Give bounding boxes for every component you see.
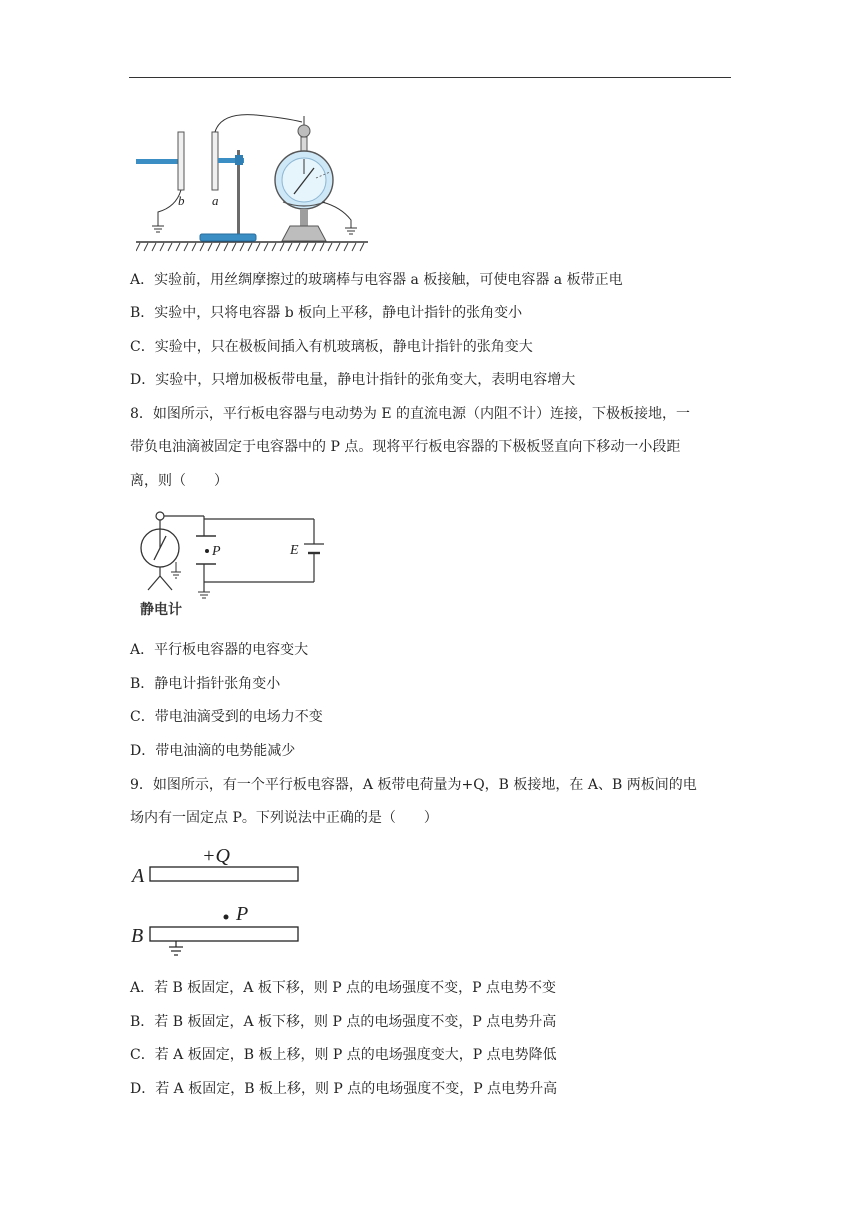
q8-circuit-figure	[136, 508, 336, 620]
charge-q-label: +Q	[202, 845, 230, 867]
plate-a-label: a	[212, 193, 219, 208]
q7-electrometer-figure	[136, 112, 370, 254]
plate-a-label: A	[132, 865, 145, 887]
q8-option-d: D．带电油滴的电势能减少	[130, 743, 296, 759]
plate-b-label: b	[178, 193, 185, 208]
q9-plates-figure	[128, 842, 306, 958]
q8-stem-line-2: 带负电油滴被固定于电容器中的 P 点。现将平行板电容器的下极板竖直向下移动一小段距	[130, 439, 681, 455]
q9-option-b: B．若 B 板固定，A 板下移，则 P 点的电场强度不变，P 点电势升高	[130, 1014, 557, 1030]
q7-option-d: D．实验中，只增加极板带电量，静电计指针的张角变大，表明电容增大	[130, 372, 576, 388]
q7-option-a: A．实验前，用丝绸摩擦过的玻璃棒与电容器 a 板接触，可使电容器 a 板带正电	[130, 272, 623, 288]
emf-e-label: E	[290, 543, 299, 558]
electrometer-caption: 静电计	[140, 603, 182, 618]
point-p-label: P	[236, 903, 249, 925]
q8-option-c: C．带电油滴受到的电场力不变	[130, 709, 323, 725]
q9-stem-line-2: 场内有一固定点 P。下列说法中正确的是（ ）	[130, 810, 438, 826]
q9-option-d: D．若 A 板固定，B 板上移，则 P 点的电场强度不变，P 点电势升高	[130, 1081, 558, 1097]
q8-stem-line-1: 8．如图所示，平行板电容器与电动势为 E 的直流电源（内阻不计）连接，下极板接地，一	[130, 406, 691, 422]
q7-option-c: C．实验中，只在极板间插入有机玻璃板，静电计指针的张角变大	[130, 339, 533, 355]
header-rule	[129, 77, 731, 78]
q7-option-b: B．实验中，只将电容器 b 板向上平移，静电计指针的张角变小	[130, 305, 523, 321]
plate-b-label: B	[131, 925, 144, 947]
q8-option-a: A．平行板电容器的电容变大	[130, 642, 309, 658]
q9-option-c: C．若 A 板固定，B 板上移，则 P 点的电场强度变大，P 点电势降低	[130, 1047, 557, 1063]
q8-stem-line-3: 离，则（ ）	[130, 473, 228, 489]
q9-option-a: A．若 B 板固定，A 板下移，则 P 点的电场强度不变，P 点电势不变	[130, 980, 557, 996]
plate-b	[150, 927, 298, 941]
q9-stem-line-1: 9．如图所示，有一个平行板电容器，A 板带电荷量为+Q，B 板接地，在 A、B 两板间的电	[130, 777, 697, 793]
q8-option-b: B．静电计指针张角变小	[130, 676, 281, 692]
plate-a	[150, 867, 298, 881]
point-p-label: P	[212, 544, 221, 559]
